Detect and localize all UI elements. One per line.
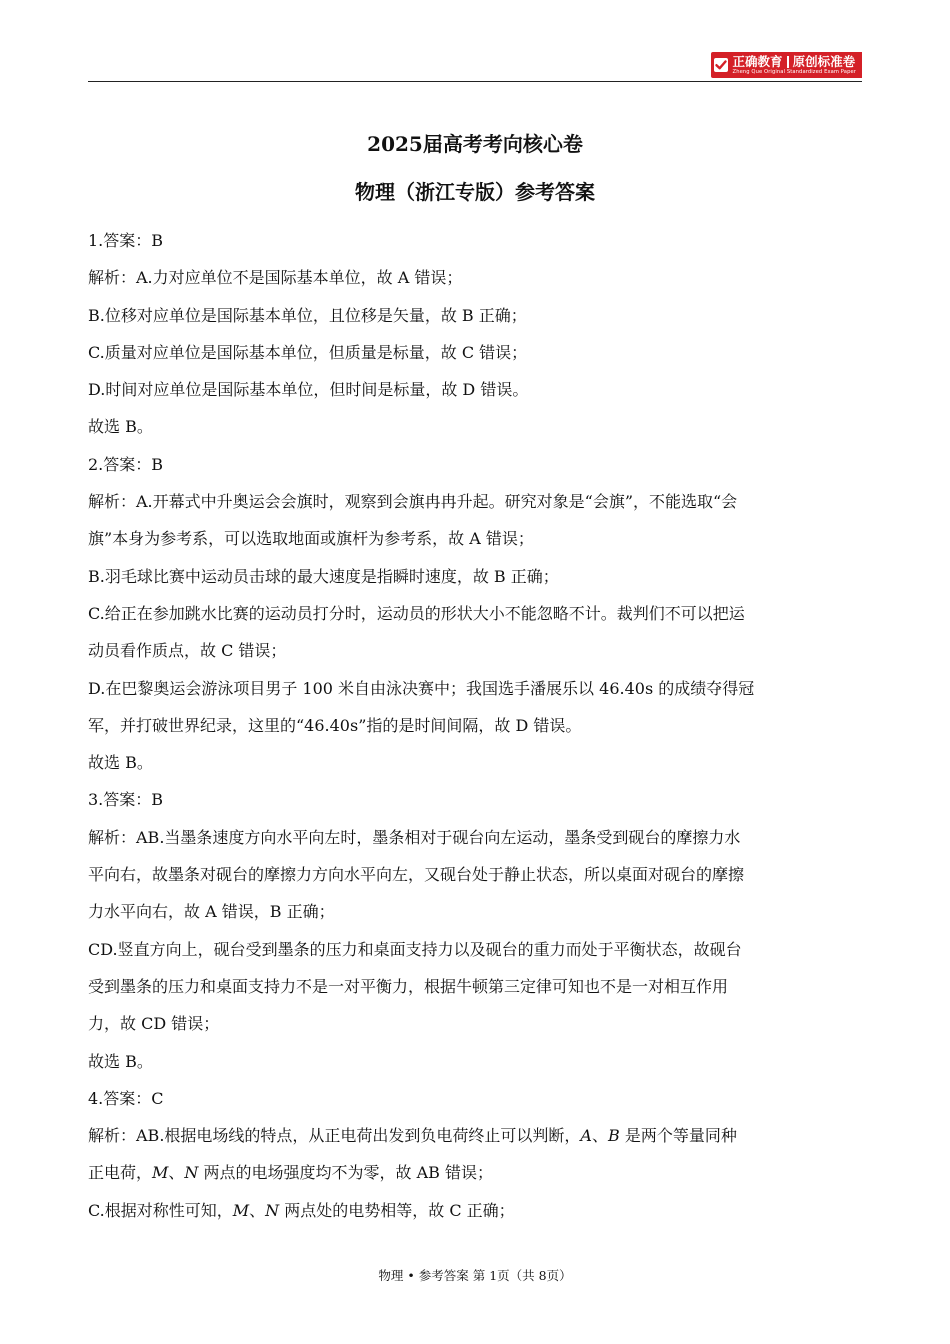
italic-symbol: A <box>580 1126 592 1146</box>
logo-text-left: 正确教育 <box>732 53 783 69</box>
text-span: 、 <box>249 1200 266 1220</box>
italic-symbol: N <box>184 1163 199 1183</box>
page-title: 2025届高考考向核心卷 <box>367 132 583 156</box>
text-line: CD.竖直方向上，砚台受到墨条的压力和桌面支持力以及砚台的重力而处于平衡状态，故砚台 <box>88 939 742 959</box>
text-line: 力，故 CD 错误； <box>88 1014 220 1034</box>
italic-symbol: N <box>265 1200 280 1220</box>
text-span: 、 <box>168 1163 185 1183</box>
text-line: 旗”本身为参考系，可以选取地面或旗杆为参考系，故 A 错误； <box>88 529 534 549</box>
text-line: D.时间对应单位是国际基本单位，但时间是标量，故 D 错误。 <box>88 380 529 400</box>
checkmark-icon <box>711 52 731 78</box>
text-span: 两点处的电势相等，故 C 正确； <box>279 1200 515 1220</box>
header-rule <box>88 81 862 82</box>
text-line: C.给正在参加跳水比赛的运动员打分时，运动员的形状大小不能忽略不计。裁判们不可以把运 <box>88 603 745 623</box>
text-line: 解析：A.开幕式中升奥运会会旗时，观察到会旗冉冉升起。研究对象是“会旗”，不能选取“会 <box>88 492 738 512</box>
text-line: 动员看作质点，故 C 错误； <box>88 641 287 661</box>
text-line: 3.答案：B <box>88 790 164 810</box>
text-line: 4.答案：C <box>88 1088 164 1108</box>
text-span: 解析：AB.根据电场线的特点，从正电荷出发到负电荷终止可以判断， <box>88 1126 581 1146</box>
text-line: 2.答案：B <box>88 454 164 474</box>
page-footer: 物理 • 参考答案 第 1页（共 8页） <box>378 1268 572 1283</box>
text-line: 解析：A.力对应单位不是国际基本单位，故 A 错误； <box>88 268 463 288</box>
text-line: C.质量对应单位是国际基本单位，但质量是标量，故 C 错误； <box>88 342 528 362</box>
text-line: 受到墨条的压力和桌面支持力不是一对平衡力，根据牛顿第三定律可知也不是一对相互作用 <box>88 976 729 996</box>
text-line <box>88 1192 864 1229</box>
text-span: 两点的电场强度均不为零，故 AB 错误； <box>198 1163 493 1183</box>
italic-symbol: B <box>607 1126 620 1146</box>
text-line: 军，并打破世界纪录，这里的“46.40s”指的是时间间隔，故 D 错误。 <box>88 715 582 735</box>
text-line <box>88 1117 864 1154</box>
text-line: 平向右，故墨条对砚台的摩擦力方向水平向左，又砚台处于静止状态，所以桌面对砚台的摩擦 <box>88 865 745 885</box>
brand-logo <box>711 52 862 78</box>
text-line: B.位移对应单位是国际基本单位，且位移是矢量，故 B 正确； <box>88 305 527 325</box>
text-line: 故选 B。 <box>88 753 153 773</box>
text-line: 1.答案：B <box>88 231 164 250</box>
text-span: 、 <box>591 1126 608 1146</box>
italic-symbol: M <box>232 1200 250 1220</box>
text-line: D.在巴黎奥运会游泳项目男子 100 米自由泳决赛中；我国选手潘展乐以 46.40s 的成绩夺得冠 <box>88 678 755 698</box>
logo-text-right: 原创标准卷 <box>792 53 856 69</box>
text-line: 力水平向右，故 A 错误，B 正确； <box>88 902 335 922</box>
logo-english-tagline: Zheng Que Original Standardized Exam Paper <box>732 68 856 75</box>
text-line: B.羽毛球比赛中运动员击球的最大速度是指瞬时速度，故 B 正确； <box>88 566 559 586</box>
answer-body <box>88 222 864 1229</box>
text-span: 正电荷， <box>88 1163 153 1183</box>
text-span: C.根据对称性可知， <box>88 1200 233 1220</box>
page-subtitle: 物理（浙江专版）参考答案 <box>355 180 595 204</box>
text-line: 故选 B。 <box>88 417 153 437</box>
italic-symbol: M <box>152 1163 169 1183</box>
logo-separator <box>787 56 789 68</box>
text-line: 解析：AB.当墨条速度方向水平向左时，墨条相对于砚台向左运动，墨条受到砚台的摩擦力水 <box>88 827 741 847</box>
text-line <box>88 1154 864 1191</box>
text-line: 故选 B。 <box>88 1051 153 1071</box>
text-span: 是两个等量同种 <box>619 1126 737 1146</box>
